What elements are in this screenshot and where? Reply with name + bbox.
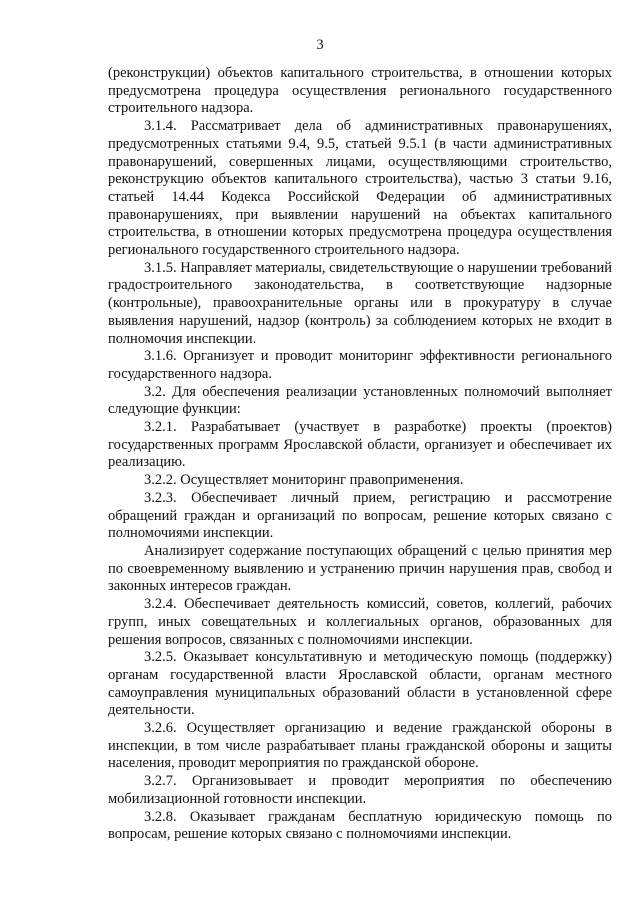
page-number: 3	[316, 37, 324, 53]
paragraph-3-1-5: 3.1.5. Направляет материалы, свидетельствующие о нарушении требований градостроительного законодательства, в соответствующие надзорные (контрольные), правоохранительные органы или в прокуратуру в случае выявления нарушений, надзор (контроль) за соблюдением которых не входит в полномочия инспекции.	[108, 259, 612, 347]
paragraph-3-2-3: 3.2.3. Обеспечивает личный прием, регистрацию и рассмотрение обращений граждан и организаций по вопросам, решение которых связано с полномочиями инспекции.	[108, 489, 612, 542]
paragraph-3-2: 3.2. Для обеспечения реализации установленных полномочий выполняет следующие функции:	[108, 383, 612, 418]
paragraph-3-2-1: 3.2.1. Разрабатывает (участвует в разработке) проекты (проектов) государственных программ Ярославской области, организует и обеспечивает их реализацию.	[108, 419, 612, 471]
paragraph-3-1-6: 3.1.6. Организует и проводит мониторинг эффективности регионального государственного надзора.	[108, 348, 612, 382]
paragraph-3-2-6: 3.2.6. Осуществляет организацию и ведение гражданской обороны в инспекции, в том числе разрабатывает планы гражданской обороны и защиты населения, проводит мероприятия по гражданской обороне.	[108, 720, 612, 772]
paragraph-3-1-4: 3.1.4. Рассматривает дела об административных правонарушениях, предусмотренных статьями 9.4, 9.5, статьей 9.5.1 (в части административных правонарушений, совершенных лицами, осуществляющими строительство, реконструкцию объектов капитального строительства), частью 3 статьи 9.16, статьей 14.44 Кодекса Российской Федерации об административных правонарушениях, при выявлении нарушений на объектах капитального строительства, в отношении которых предусмотрена процедура осуществления регионального государственного строительного надзора.	[108, 118, 612, 259]
paragraph-continuation: (реконструкции) объектов капитального строительства, в отношении которых предусмотрена процедура осуществления регионального государственного строительного надзора.	[108, 65, 612, 117]
paragraph-3-2-7: 3.2.7. Организовывает и проводит мероприятия по обеспечению мобилизационной готовности инспекции.	[108, 773, 612, 807]
document-body	[108, 65, 612, 844]
paragraph-3-2-8: 3.2.8. Оказывает гражданам бесплатную юридическую помощь по вопросам, решение которых связано с полномочиями инспекции.	[108, 808, 612, 843]
paragraph-3-2-4: 3.2.4. Обеспечивает деятельность комиссий, советов, коллегий, рабочих групп, иных совещательных и коллегиальных органов, образованных для решения вопросов, связанных с полномочиями инспекции.	[108, 596, 612, 648]
paragraph-3-2-5: 3.2.5. Оказывает консультативную и методическую помощь (поддержку) органам государственной власти Ярославской области, органам местного самоуправления муниципальных образований области в установленной сфере деятельности.	[108, 649, 612, 719]
paragraph-3-2-2: 3.2.2. Осуществляет мониторинг правоприменения.	[144, 472, 464, 489]
paragraph-3-2-3-analysis: Анализирует содержание поступающих обращений с целью принятия мер по своевременному выявлению и устранению причин нарушения прав, свобод и законных интересов граждан.	[108, 542, 612, 595]
